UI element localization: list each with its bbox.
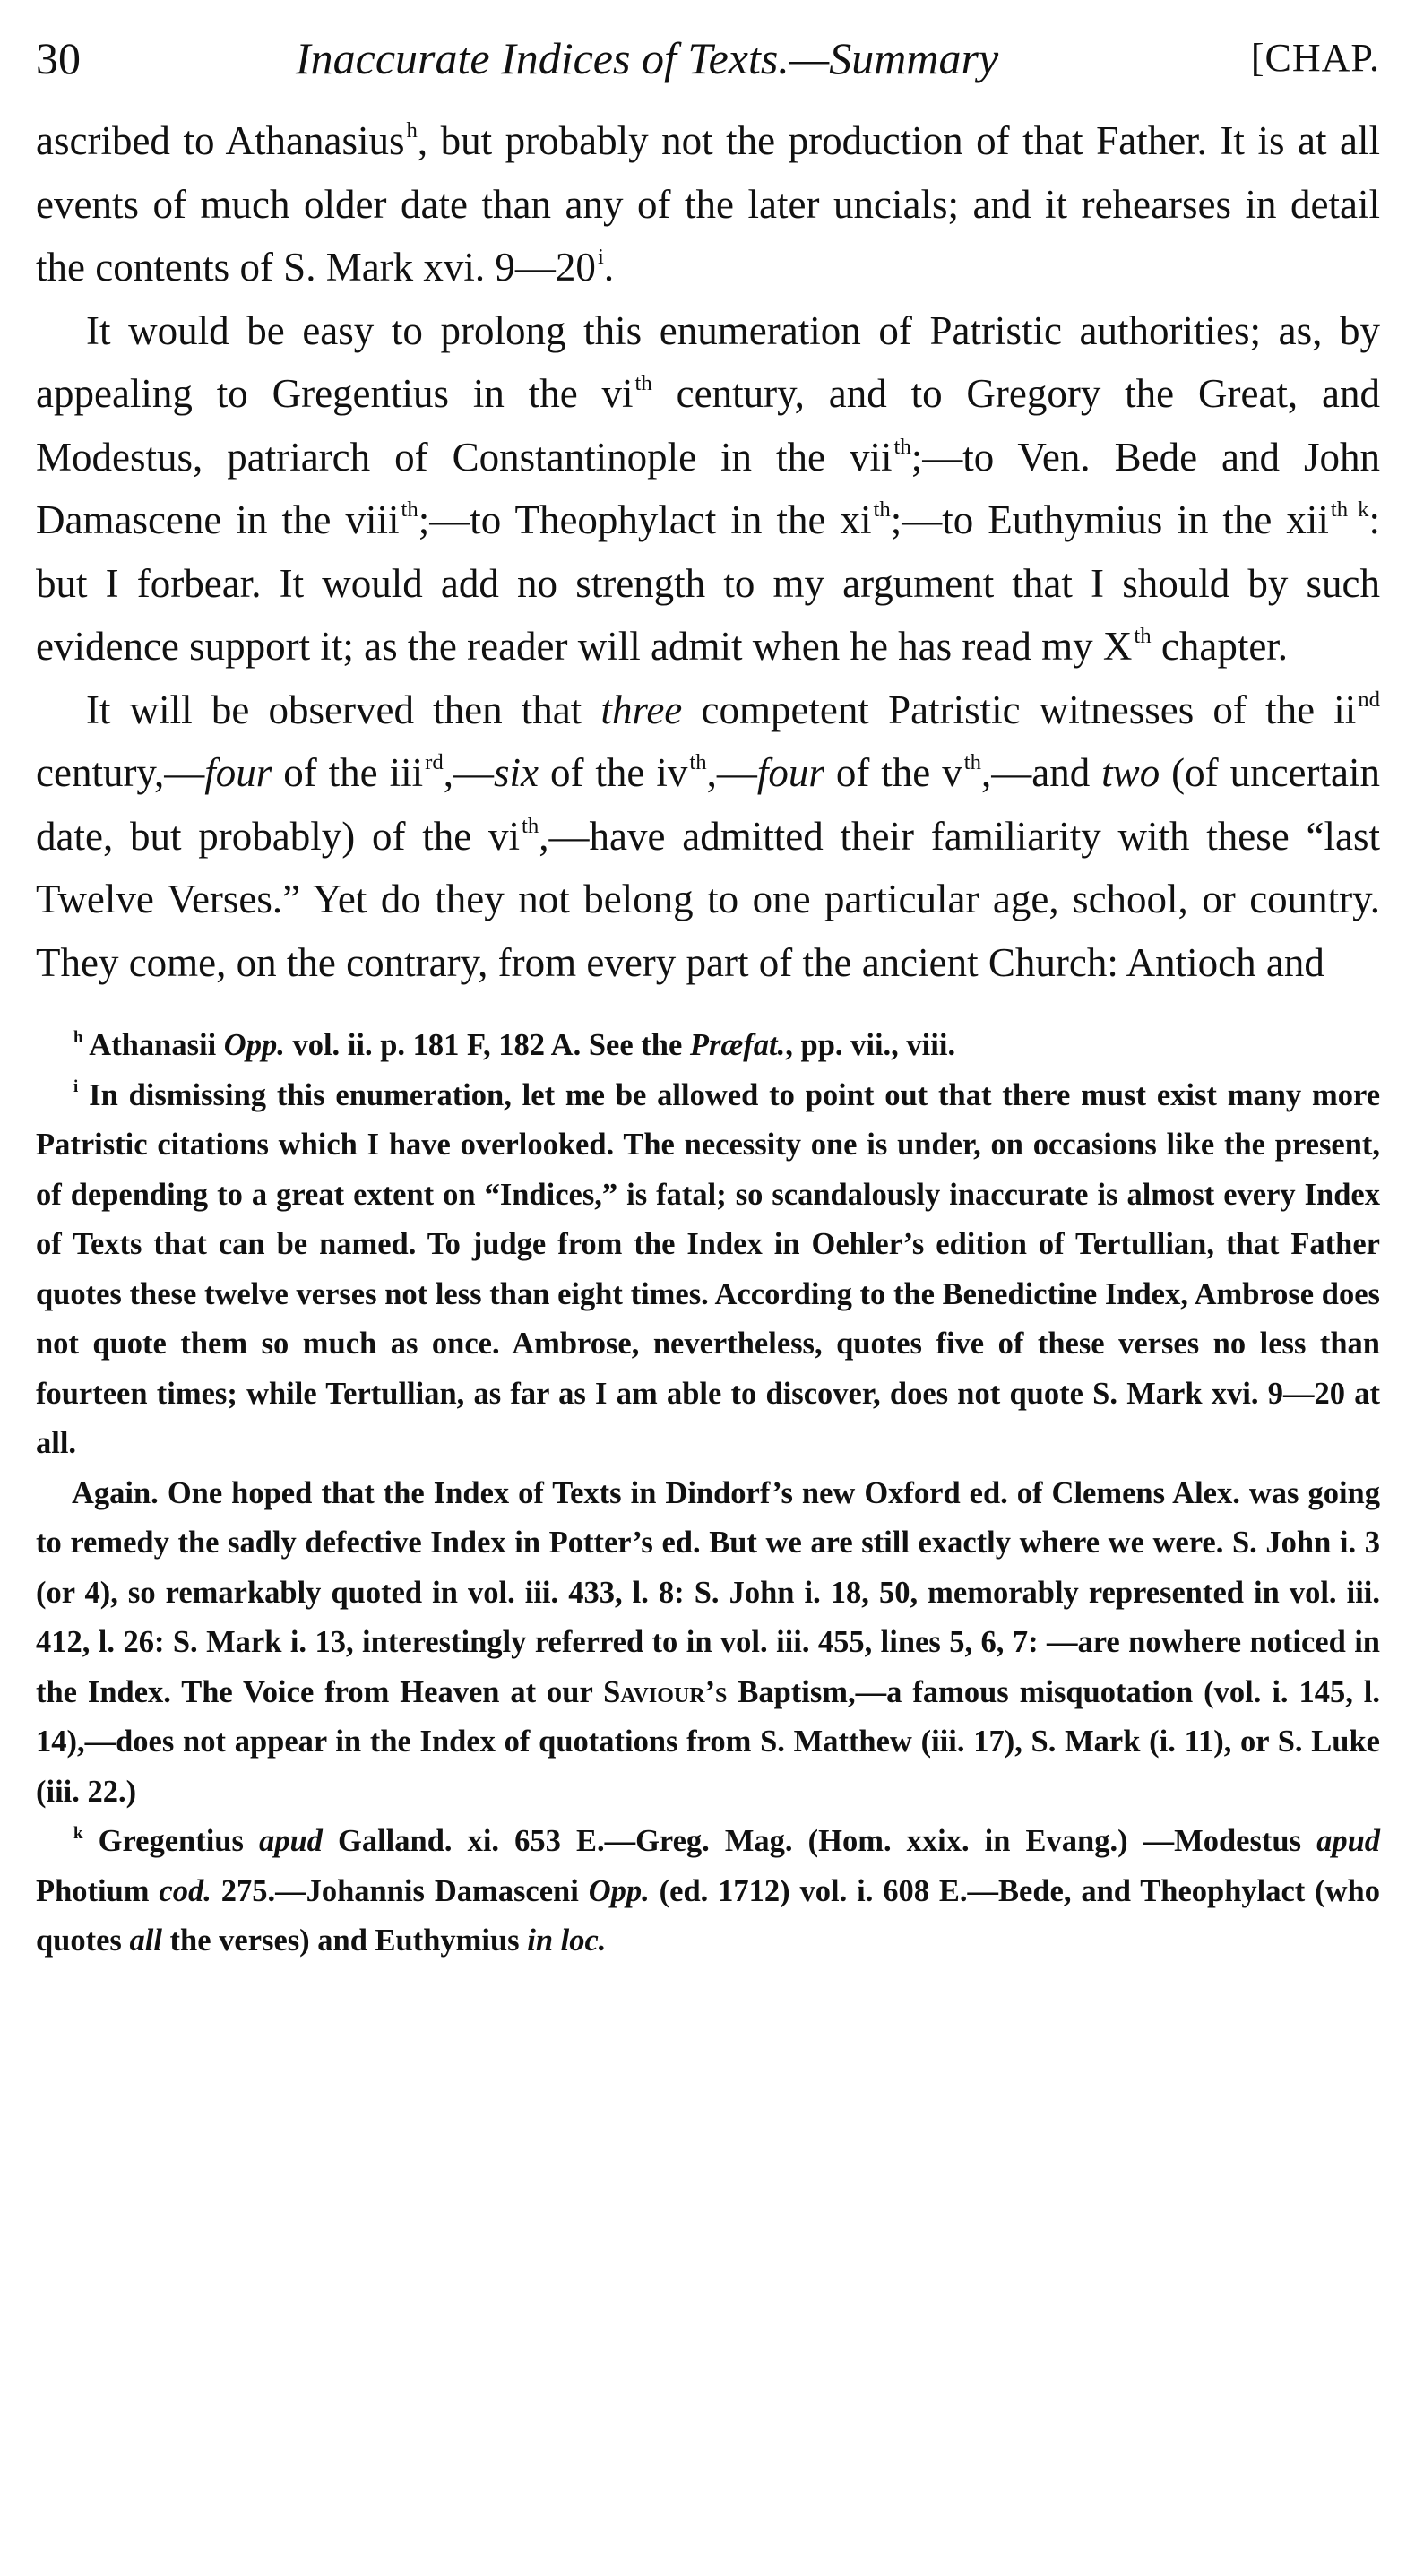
footnote-i-continued: [36, 1469, 1380, 1818]
ordinal-suffix: th: [634, 371, 652, 396]
ordinal-suffix: th: [689, 750, 707, 775]
document-page: [36, 27, 1380, 1967]
text-run: century, and to Gregory the Great, and Modestus, patriarch of Constantinople in the vii: [36, 371, 1380, 480]
text-run: Photium: [36, 1873, 160, 1908]
ordinal-suffix: rd: [425, 750, 444, 775]
text-run: It would be easy to prolong this enumeration of Patristic authorities; as, by appealing to Gregentius in the vi: [36, 307, 1380, 416]
text-run: (ed. 1712) vol. i. 608 E.—Bede, and Theophylact (who quotes: [36, 1873, 1380, 1958]
ordinal-suffix: th: [873, 497, 891, 523]
text-run: chapter.: [1151, 624, 1289, 669]
text-run: It will be observed then that: [86, 687, 601, 732]
footnotes: [36, 1021, 1380, 1967]
footnote-mark: i: [73, 1077, 79, 1097]
ordinal-suffix: th: [522, 813, 539, 838]
small-caps-text: Saviour’s: [603, 1674, 728, 1709]
footnote-ref-k: th k: [1330, 497, 1369, 523]
text-run: , pp. vii., viii.: [785, 1028, 956, 1062]
emphasis: Opp.: [223, 1028, 285, 1062]
ordinal-suffix: th: [893, 434, 911, 459]
page-number: 30: [36, 33, 81, 83]
running-header: [36, 27, 1380, 90]
text-run: , but probably not the production of that Father. It is at all events of much older date than any of the later uncials; and it rehearses in detail the contents of S. Mark xvi. 9—20: [36, 118, 1380, 290]
emphasis: apud: [1316, 1824, 1381, 1858]
text-run: ascribed to Athanasius: [36, 118, 405, 163]
emphasis: six: [494, 750, 539, 795]
running-title: Inaccurate Indices of Texts.—Summary: [296, 33, 999, 83]
text-run: Baptism,—a famous misquotation (vol. i. 145, l. 14),—does not appear in the Index of quotations from S. Matthew (iii. 17), S. Mark (i. 11), or S. Luke (iii. 22.): [36, 1674, 1380, 1809]
emphasis: all: [129, 1923, 162, 1958]
ordinal-suffix: nd: [1358, 687, 1380, 712]
footnote-mark: h: [73, 1027, 83, 1047]
main-text: [36, 109, 1380, 994]
text-run: : but I forbear. It would add no strength to my argument that I should by such evidence support it; as the reader will admit when he has read my X: [36, 497, 1380, 669]
text-run: of the iii: [272, 750, 424, 795]
emphasis: three: [600, 687, 683, 732]
text-run: the verses) and Euthymius: [161, 1923, 528, 1958]
text-run: ;—to Theophylact in the xi: [418, 497, 872, 542]
emphasis: in loc.: [527, 1923, 607, 1958]
text-run: competent Patristic witnesses of the ii: [682, 687, 1357, 732]
emphasis: Præfat.: [689, 1028, 786, 1062]
ordinal-suffix: th: [963, 750, 981, 775]
paragraph-3: [36, 679, 1380, 995]
text-run: Again. One hoped that the Index of Texts in Dindorf’s new Oxford ed. of Clemens Alex. was going to remedy the sadly defective Index in Potter’s ed. But we are still exactly where we were. S. John i. 3 (or 4), so remarkably quoted in vol. iii. 433, l. 8: S. John i. 18, 50, memorably represented in vol. iii. 412, l. 26: S. Mark i. 13, interestingly referred to in vol. iii. 455, lines 5, 6, 7: —are nowhere noticed in the Index. The Voice from Heaven at our: [36, 1475, 1380, 1709]
text-run: ;—to Ven. Bede and John Damascene in the viii: [36, 434, 1381, 542]
footnote-ref-i: i: [597, 245, 604, 270]
text-run: Gregentius: [98, 1824, 259, 1858]
text-run: (of uncertain date, but probably) of the vi: [36, 750, 1380, 859]
text-run: of the iv: [539, 750, 688, 795]
chapter-label: [CHAP.: [1250, 36, 1380, 80]
text-run: .: [603, 245, 615, 290]
emphasis: four: [204, 750, 272, 795]
footnote-k: [36, 1817, 1380, 1967]
text-run: ,—have admitted their familiarity with these “last Twelve Verses.” Yet do they not belong to one particular age, school, or country. They come, on the contrary, from every part of the ancient Church: Antioch and: [36, 813, 1380, 985]
text-run: Galland. xi. 653 E.—Greg. Mag. (Hom. xxix. in Evang.) —Modestus: [322, 1824, 1317, 1858]
emphasis: four: [756, 750, 824, 795]
text-run: Athanasii: [89, 1028, 224, 1062]
emphasis: two: [1101, 750, 1160, 795]
text-run: ,—: [443, 750, 494, 795]
ordinal-suffix: th: [401, 497, 418, 523]
text-run: In dismissing this enumeration, let me be allowed to point out that there must exist many more Patristic citations which I have overlooked. The necessity one is under, on occasions like the present, of depending to a great extent on “Indices,” is fatal; so scandalously inaccurate is almost every Index of Texts that can be named. To judge from the Index in Oehler’s edition of Tertullian, that Father quotes these twelve verses not less than eight times. According to the Benedictine Index, Ambrose does not quote them so much as once. Ambrose, nevertheless, quotes five of these verses no less than fourteen times; while Tertullian, as far as I am able to discover, does not quote S. Mark xvi. 9—20 at all.: [36, 1077, 1381, 1460]
emphasis: Opp.: [588, 1873, 650, 1908]
text-run: ,—and: [980, 750, 1102, 795]
text-run: ;—to Euthymius in the xii: [890, 497, 1329, 542]
paragraph-2: [36, 299, 1380, 679]
text-run: of the v: [824, 750, 962, 795]
paragraph-1: [36, 109, 1380, 299]
text-run: 275.—Johannis Damasceni: [211, 1873, 589, 1908]
text-run: ,—: [706, 750, 757, 795]
text-run: vol. ii. p. 181 F, 182 A. See the: [284, 1028, 690, 1062]
ordinal-suffix: th: [1134, 624, 1152, 649]
footnote-i: [36, 1071, 1380, 1469]
text-run: century,—: [36, 750, 205, 795]
footnote-mark: k: [73, 1823, 83, 1843]
emphasis: cod.: [159, 1873, 211, 1908]
footnote-ref-h: h: [406, 118, 418, 143]
emphasis: apud: [259, 1824, 323, 1858]
footnote-h: [36, 1021, 1380, 1071]
